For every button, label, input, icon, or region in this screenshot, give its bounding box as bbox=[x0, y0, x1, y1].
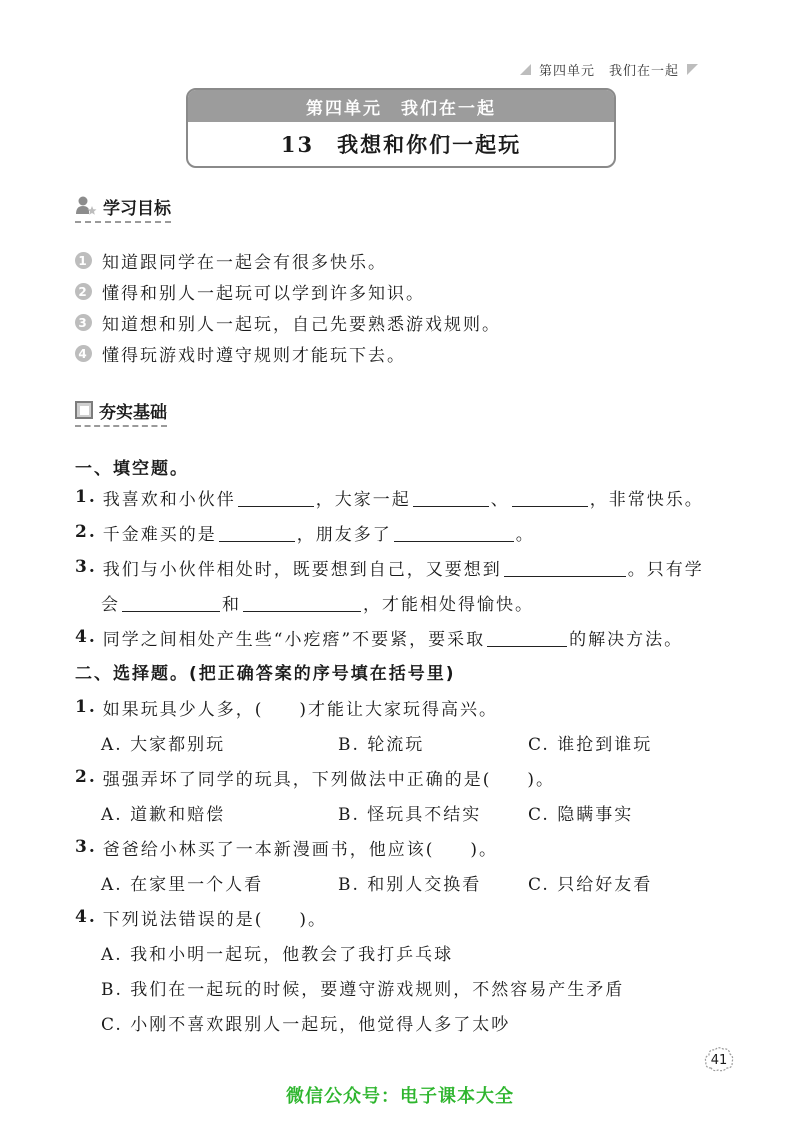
goal-text: 知道想和别人一起玩，自己先要熟悉游戏规则。 bbox=[102, 315, 501, 335]
fill-question-4 bbox=[75, 623, 683, 651]
question-text: 千金难买的是 bbox=[102, 524, 217, 545]
unit-title: 第四单元 我们在一起 bbox=[188, 90, 614, 122]
goals-list bbox=[75, 245, 501, 369]
answer-blank[interactable] bbox=[394, 523, 514, 542]
goals-heading bbox=[75, 192, 171, 220]
question-number: 3. bbox=[75, 557, 97, 577]
question-text: 我们与小伙伴相处时，既要想到自己，又要想到 bbox=[102, 559, 502, 580]
question-text: 强强弄坏了同学的玩具，下列做法中正确的是( bbox=[102, 769, 492, 790]
question-text: ，才能相处得愉快。 bbox=[363, 594, 534, 615]
answer-blank[interactable] bbox=[219, 523, 295, 542]
goal-text: 懂得和别人一起玩可以学到许多知识。 bbox=[102, 284, 425, 304]
goal-item bbox=[75, 338, 501, 369]
question-number: 2. bbox=[75, 522, 97, 542]
option-a: A. 大家都别玩 bbox=[101, 734, 226, 755]
triangle-right-icon bbox=[687, 64, 698, 75]
option-b: B. 和别人交换看 bbox=[338, 874, 482, 895]
question-number: 4. bbox=[75, 627, 97, 647]
option-c: C. 小刚不喜欢跟别人一起玩，他觉得人多了太吵 bbox=[101, 1014, 511, 1035]
question-text: ，非常快乐。 bbox=[589, 489, 704, 510]
fill-question-2 bbox=[75, 518, 535, 546]
question-text: 、 bbox=[490, 489, 510, 510]
question-number: 1. bbox=[75, 697, 97, 717]
question-text: 。 bbox=[515, 524, 535, 545]
question-text: 下列说法错误的是( bbox=[102, 909, 264, 930]
question-text: )。 bbox=[299, 909, 328, 930]
goals-heading-label: 学习目标 bbox=[103, 198, 171, 219]
running-header bbox=[520, 58, 730, 80]
question-number: 2. bbox=[75, 767, 97, 787]
answer-blank[interactable] bbox=[413, 488, 489, 507]
page-number-text: 41 bbox=[710, 1052, 728, 1068]
option-a: A. 在家里一个人看 bbox=[101, 874, 264, 895]
square-bracket-icon bbox=[75, 401, 93, 419]
question-text: )。 bbox=[527, 769, 556, 790]
option-a: A. 我和小明一起玩，他教会了我打乒乓球 bbox=[101, 944, 454, 965]
question-text: 我喜欢和小伙伴 bbox=[102, 489, 236, 510]
basics-heading bbox=[75, 396, 167, 424]
lesson-title-box bbox=[186, 88, 616, 168]
fill-question-1 bbox=[75, 483, 704, 511]
page-number bbox=[703, 1044, 735, 1076]
answer-blank[interactable] bbox=[238, 488, 314, 507]
question-number: 4. bbox=[75, 907, 97, 927]
goal-item bbox=[75, 245, 501, 276]
fill-question-3 bbox=[75, 553, 704, 581]
question-number: 3. bbox=[75, 837, 97, 857]
goal-item bbox=[75, 276, 501, 307]
option-b: B. 我们在一起玩的时候，要遵守游戏规则，不然容易产生矛盾 bbox=[101, 979, 625, 1000]
choice-question-2 bbox=[75, 763, 555, 791]
triangle-left-icon bbox=[520, 64, 531, 75]
question-text: )。 bbox=[470, 839, 499, 860]
question-text: 的解决方法。 bbox=[569, 629, 684, 650]
option-b: B. 轮流玩 bbox=[338, 734, 425, 755]
answer-blank[interactable] bbox=[512, 488, 588, 507]
fill-question-3-cont bbox=[101, 588, 534, 616]
learner-star-icon bbox=[75, 195, 97, 217]
goal-text: 知道跟同学在一起会有很多快乐。 bbox=[102, 253, 387, 273]
answer-blank[interactable] bbox=[487, 628, 567, 647]
option-a: A. 道歉和赔偿 bbox=[101, 804, 226, 825]
option-c: C. 只给好友看 bbox=[528, 874, 653, 895]
question-text: )才能让大家玩得高兴。 bbox=[299, 699, 499, 720]
question-text: 如果玩具少人多，( bbox=[102, 699, 264, 720]
question-text: ，大家一起 bbox=[315, 489, 411, 510]
lesson-title: 13 我想和你们一起玩 bbox=[280, 132, 522, 157]
part2-heading: 二、选择题。(把正确答案的序号填在括号里) bbox=[75, 663, 456, 684]
option-c: C. 隐瞒事实 bbox=[528, 804, 634, 825]
goal-number-badge: 2 bbox=[75, 283, 92, 300]
choice-question-1 bbox=[75, 693, 498, 721]
question-text: 同学之间相处产生些“小疙瘩”不要紧，要采取 bbox=[102, 629, 486, 650]
heading-dashed-rule bbox=[75, 221, 171, 223]
basics-heading-label: 夯实基础 bbox=[99, 402, 167, 423]
running-header-text: 第四单元 我们在一起 bbox=[539, 63, 680, 79]
question-text: 和 bbox=[222, 594, 241, 615]
goal-number-badge: 4 bbox=[75, 345, 92, 362]
heading-dashed-rule bbox=[75, 425, 167, 427]
choice-question-3 bbox=[75, 833, 498, 861]
wechat-watermark: 微信公众号：电子课本大全 bbox=[286, 1086, 514, 1107]
part1-heading: 一、填空题。 bbox=[75, 458, 189, 479]
goal-number-badge: 1 bbox=[75, 252, 92, 269]
option-c: C. 谁抢到谁玩 bbox=[528, 734, 653, 755]
question-number: 1. bbox=[75, 487, 97, 507]
answer-blank[interactable] bbox=[122, 593, 220, 612]
question-text: ，朋友多了 bbox=[296, 524, 392, 545]
question-text: 。只有学 bbox=[627, 559, 704, 580]
goal-text: 懂得玩游戏时遵守规则才能玩下去。 bbox=[102, 346, 406, 366]
option-b: B. 怪玩具不结实 bbox=[338, 804, 482, 825]
answer-blank[interactable] bbox=[243, 593, 361, 612]
goal-number-badge: 3 bbox=[75, 314, 92, 331]
choice-question-4 bbox=[75, 903, 327, 931]
question-text: 爸爸给小林买了一本新漫画书，他应该( bbox=[102, 839, 435, 860]
question-text: 会 bbox=[101, 594, 120, 615]
goal-item bbox=[75, 307, 501, 338]
answer-blank[interactable] bbox=[504, 558, 626, 577]
